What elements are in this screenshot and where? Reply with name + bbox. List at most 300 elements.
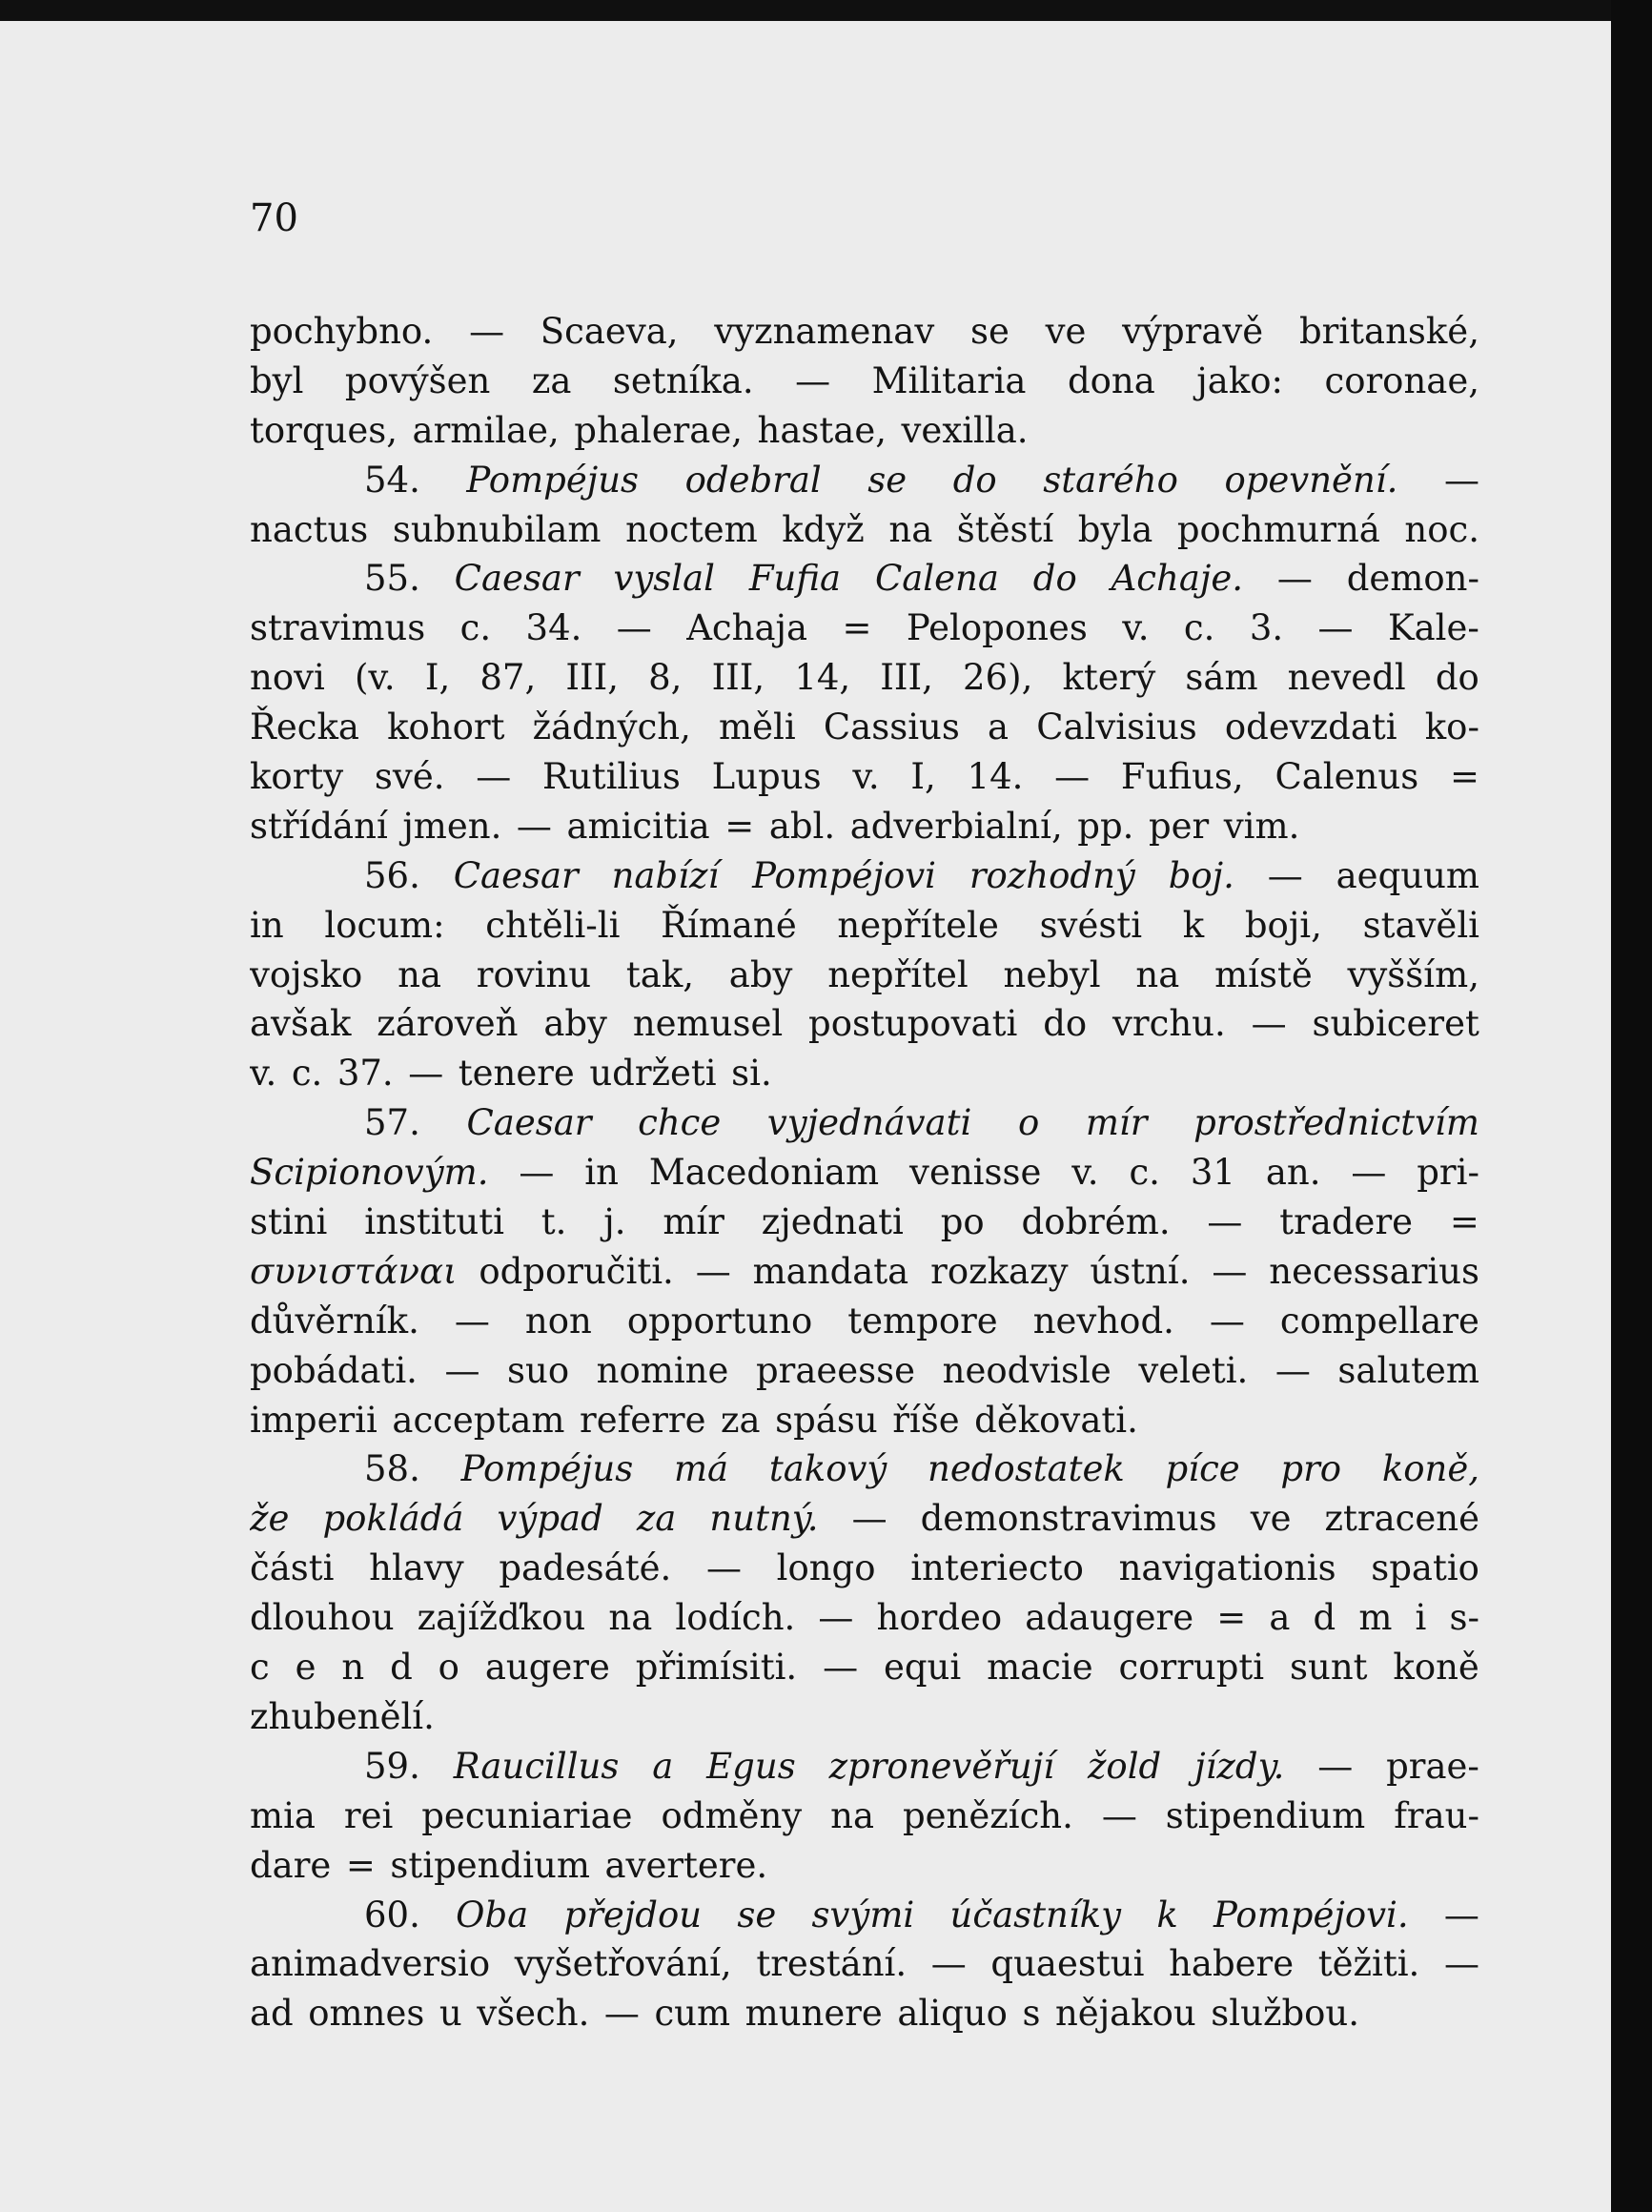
word: nemusel xyxy=(632,1003,784,1045)
word: t. xyxy=(540,1201,567,1243)
word: píce xyxy=(1165,1448,1240,1490)
word: avšak xyxy=(250,1003,352,1045)
word: nedostatek xyxy=(928,1448,1125,1490)
word: c. xyxy=(291,1053,323,1095)
word: když xyxy=(782,508,865,550)
word: — xyxy=(1443,1894,1479,1936)
word: Calenus xyxy=(1275,756,1419,798)
word: nevhod. xyxy=(1032,1300,1174,1342)
word: munere xyxy=(744,1993,883,2035)
word: své. xyxy=(374,756,445,798)
word: děkovati. xyxy=(974,1399,1138,1441)
word: spatio xyxy=(1371,1547,1479,1589)
word: ad xyxy=(250,1993,294,2035)
word: zajížďkou xyxy=(417,1597,586,1639)
word: in xyxy=(584,1152,619,1194)
word: — xyxy=(1351,1152,1387,1194)
text-line xyxy=(250,1297,1479,1346)
text-line xyxy=(250,703,1479,752)
word: veleti. xyxy=(1138,1349,1249,1391)
word: — xyxy=(1275,1349,1311,1391)
word: prae- xyxy=(1386,1745,1479,1787)
word: — xyxy=(516,805,552,847)
word: ve xyxy=(1045,311,1087,352)
word: 8, xyxy=(648,657,683,699)
text-line xyxy=(250,1198,1479,1247)
word: aliquo xyxy=(897,1993,1008,2035)
word: který xyxy=(1062,657,1156,699)
word: — xyxy=(519,1152,555,1194)
word: byl xyxy=(250,359,304,401)
word: aby xyxy=(728,953,793,995)
word: III, xyxy=(880,657,933,699)
word: vrchu. xyxy=(1112,1003,1226,1045)
word: 56. xyxy=(364,854,420,896)
word: mír xyxy=(663,1201,724,1243)
word: službou. xyxy=(1211,1993,1359,2035)
word: imperii xyxy=(250,1399,377,1441)
word: hordeo xyxy=(876,1597,1003,1639)
word: — xyxy=(1207,1201,1243,1243)
word: c. xyxy=(1129,1152,1160,1194)
text-line xyxy=(250,406,1479,456)
word: — xyxy=(454,1300,490,1342)
word: se xyxy=(969,311,1010,352)
word: vexilla. xyxy=(901,409,1029,451)
word: c. xyxy=(459,607,492,649)
word: Lupus xyxy=(711,756,822,798)
word: aby xyxy=(543,1003,607,1045)
word: I, xyxy=(424,657,451,699)
word: 34. xyxy=(525,607,582,649)
word: k xyxy=(1156,1894,1178,1936)
word: ve xyxy=(1250,1498,1292,1540)
word: = xyxy=(724,805,755,847)
word: — xyxy=(616,607,652,649)
word: zpronevěřují xyxy=(828,1745,1055,1787)
word: — xyxy=(1212,1250,1248,1292)
word: interiecto xyxy=(910,1547,1084,1589)
word: nepřítel xyxy=(827,953,969,995)
word: spásu xyxy=(775,1399,878,1441)
word: po xyxy=(940,1201,985,1243)
text-line xyxy=(250,752,1479,802)
word: na xyxy=(398,953,441,995)
word: compellare xyxy=(1279,1300,1479,1342)
word: prostřednictvím xyxy=(1193,1102,1479,1144)
word: tak, xyxy=(625,953,694,995)
word: — xyxy=(603,1993,640,2035)
text-line xyxy=(250,1444,1479,1494)
word: Fufia xyxy=(748,558,842,600)
text-line xyxy=(250,1891,1479,1940)
word: aequum xyxy=(1336,854,1479,896)
word: dlouhou xyxy=(250,1597,395,1639)
word: výpad xyxy=(497,1498,603,1540)
word: postupovati xyxy=(808,1003,1018,1045)
text-line xyxy=(250,307,1479,357)
word: Scaeva, xyxy=(540,311,679,352)
word: stravimus xyxy=(250,607,426,649)
word: d xyxy=(390,1647,413,1689)
word: — xyxy=(851,1498,887,1540)
word: — xyxy=(1317,1745,1354,1787)
word: per xyxy=(1148,805,1210,847)
word: omnes xyxy=(308,1993,425,2035)
word: účastníky xyxy=(949,1894,1122,1936)
word: místě xyxy=(1214,953,1313,995)
word: vyšším, xyxy=(1347,953,1479,995)
text-line xyxy=(250,1544,1479,1593)
word: nepřítele xyxy=(837,904,999,946)
word: lodích. xyxy=(675,1597,796,1639)
word: za xyxy=(636,1498,677,1540)
word: 59. xyxy=(364,1745,420,1787)
text-line xyxy=(250,802,1479,851)
word: k xyxy=(1182,904,1205,946)
word: do xyxy=(952,459,997,501)
word: — xyxy=(818,1597,854,1639)
word: — xyxy=(476,756,512,798)
page-number: 70 xyxy=(250,196,298,240)
word: 31 xyxy=(1190,1152,1235,1194)
word: a xyxy=(1269,1597,1291,1639)
word: na xyxy=(1135,953,1180,995)
word: — xyxy=(408,1053,444,1095)
word: ústní. xyxy=(1090,1250,1191,1292)
word: boj. xyxy=(1168,854,1234,896)
word: stipendium xyxy=(1165,1794,1366,1836)
word: povýšen xyxy=(344,359,491,401)
word: Pompéjovi xyxy=(752,854,936,896)
paper-sheet xyxy=(0,21,1611,2212)
word: n xyxy=(341,1647,365,1689)
word: si. xyxy=(731,1053,772,1095)
word: adverbialní, xyxy=(849,805,1063,847)
text-line xyxy=(250,1792,1479,1841)
word: habere xyxy=(1169,1943,1295,1985)
word: jmen. xyxy=(402,805,502,847)
word: Raucillus xyxy=(453,1745,620,1787)
word: adaugere xyxy=(1025,1597,1194,1639)
word: hlavy xyxy=(369,1547,464,1589)
word: rei xyxy=(343,1794,394,1836)
commentary-text xyxy=(250,307,1479,2038)
word: těžiti. xyxy=(1317,1943,1420,1985)
word: všech. xyxy=(477,1993,590,2035)
word: augere xyxy=(484,1647,610,1689)
page-edge-shadow xyxy=(1611,0,1652,2212)
word: 60. xyxy=(364,1894,420,1936)
word: — xyxy=(795,359,831,401)
word: že xyxy=(250,1498,290,1540)
word: — xyxy=(469,311,505,352)
word: vyslal xyxy=(613,558,716,600)
word: venisse xyxy=(909,1152,1042,1194)
word: Achaja xyxy=(686,607,808,649)
word: Rutilius xyxy=(542,756,681,798)
word: 3. xyxy=(1249,607,1284,649)
word: neodvisle xyxy=(942,1349,1112,1391)
text-line xyxy=(250,1742,1479,1792)
word: zhubenělí. xyxy=(250,1695,435,1737)
word: subiceret xyxy=(1312,1003,1479,1045)
word: za xyxy=(531,359,572,401)
word: korty xyxy=(250,756,344,798)
word: setníka. xyxy=(612,359,754,401)
word: penězích. xyxy=(902,1794,1073,1836)
word: 26), xyxy=(963,657,1033,699)
word: novi xyxy=(250,657,325,699)
word: locum: xyxy=(324,904,445,946)
text-line xyxy=(250,1049,1479,1098)
word: svými xyxy=(811,1894,915,1936)
word: 37. xyxy=(337,1053,394,1095)
word: dobrém. xyxy=(1021,1201,1171,1243)
word: Pompéjus xyxy=(466,459,640,501)
word: pri- xyxy=(1417,1152,1479,1194)
word: d xyxy=(1313,1597,1336,1639)
word: 87, xyxy=(479,657,537,699)
word: sám xyxy=(1185,657,1258,699)
word: chce xyxy=(638,1102,722,1144)
text-line xyxy=(250,1098,1479,1148)
word: 14, xyxy=(794,657,851,699)
word: části xyxy=(250,1547,335,1589)
word: — xyxy=(1317,607,1354,649)
word: o xyxy=(438,1647,459,1689)
word: jako: xyxy=(1196,359,1283,401)
word: boji, xyxy=(1244,904,1322,946)
word: v. xyxy=(1071,1152,1099,1194)
text-line xyxy=(250,653,1479,703)
word: vojsko xyxy=(250,953,363,995)
word: tempore xyxy=(847,1300,998,1342)
word: starého xyxy=(1043,459,1178,501)
word: stipendium xyxy=(390,1844,590,1886)
word: s xyxy=(1022,1993,1041,2035)
word: suo xyxy=(507,1349,570,1391)
word: na xyxy=(608,1597,653,1639)
word: Pompéjovi. xyxy=(1214,1894,1409,1936)
word: trestání. xyxy=(756,1943,908,1985)
word: v. xyxy=(1122,607,1150,649)
word: žádných, xyxy=(532,707,691,748)
text-line xyxy=(250,357,1479,406)
word: jízdy. xyxy=(1194,1745,1285,1787)
word: o xyxy=(1017,1102,1040,1144)
word: Macedoniam xyxy=(648,1152,880,1194)
word: Achaje. xyxy=(1111,558,1244,600)
word: nutný. xyxy=(709,1498,819,1540)
word: kohort xyxy=(387,707,505,748)
word: pochybno. xyxy=(250,311,434,352)
word: — xyxy=(1251,1003,1287,1045)
word: ko- xyxy=(1424,707,1479,748)
word: Pelopones xyxy=(906,607,1088,649)
word: udržeti xyxy=(589,1053,717,1095)
word: se xyxy=(867,459,908,501)
word: vyjednávati xyxy=(766,1102,972,1144)
word: = xyxy=(842,607,872,649)
word: na xyxy=(830,1794,875,1836)
word: nactus xyxy=(250,508,369,550)
word: macie xyxy=(987,1647,1093,1689)
word: takový xyxy=(768,1448,887,1490)
word: odevzdati xyxy=(1224,707,1397,748)
word: an. xyxy=(1265,1152,1321,1194)
word: corrupti xyxy=(1118,1647,1265,1689)
word: pp. xyxy=(1077,805,1134,847)
word: tradere xyxy=(1279,1201,1414,1243)
word: sunt xyxy=(1290,1647,1368,1689)
word: v. xyxy=(250,1053,277,1095)
word: rozkazy xyxy=(930,1250,1069,1292)
word: — xyxy=(1267,854,1303,896)
word: žold xyxy=(1087,1745,1162,1787)
word: — xyxy=(1209,1300,1245,1342)
text-line xyxy=(250,1396,1479,1445)
word: necessarius xyxy=(1269,1250,1479,1292)
word: do xyxy=(1435,657,1479,699)
word: stavěli xyxy=(1362,904,1479,946)
word: a xyxy=(987,707,1010,748)
word: svésti xyxy=(1039,904,1143,946)
word: praeesse xyxy=(755,1349,916,1391)
word: rozhodný xyxy=(969,854,1135,896)
word: Cassius xyxy=(823,707,960,748)
word: Calvisius xyxy=(1036,707,1197,748)
word: pochmurná xyxy=(1176,508,1380,550)
word: e xyxy=(295,1647,316,1689)
word: Oba xyxy=(456,1894,529,1936)
word: demonstravimus xyxy=(920,1498,1217,1540)
word: 54. xyxy=(364,459,420,501)
word: — xyxy=(1054,756,1091,798)
word: instituti xyxy=(364,1201,504,1243)
word: c xyxy=(250,1647,270,1689)
text-line xyxy=(250,1989,1479,2038)
text-line xyxy=(250,1939,1479,1989)
word: výpravě xyxy=(1122,311,1264,352)
word: 55. xyxy=(364,558,420,600)
word: za xyxy=(721,1399,761,1441)
word: c. xyxy=(1183,607,1215,649)
word: = xyxy=(1449,1201,1479,1243)
word: nevedl xyxy=(1287,657,1406,699)
word: tenere xyxy=(458,1053,575,1095)
word: j. xyxy=(603,1201,626,1243)
word: do xyxy=(1043,1003,1088,1045)
word: opevnění. xyxy=(1224,459,1398,501)
word: — xyxy=(1101,1794,1137,1836)
text-line xyxy=(250,951,1479,1000)
word: zjednati xyxy=(761,1201,904,1243)
text-line xyxy=(250,999,1479,1049)
word: quaestui xyxy=(990,1943,1145,1985)
word: cum xyxy=(654,1993,731,2035)
word: navigationis xyxy=(1118,1547,1336,1589)
word: Caesar xyxy=(453,854,579,896)
word: = xyxy=(345,1844,376,1886)
word: nějakou xyxy=(1054,1993,1196,2035)
word: štěstí xyxy=(956,508,1054,550)
word: noctem xyxy=(625,508,758,550)
word: nabízí xyxy=(611,854,720,896)
word: (v. xyxy=(354,657,396,699)
word: Řecka xyxy=(250,707,359,748)
word: — xyxy=(695,1250,731,1292)
word: — xyxy=(1443,1943,1479,1985)
word: avertere. xyxy=(604,1844,768,1886)
word: phalerae, xyxy=(574,409,743,451)
word: opportuno xyxy=(626,1300,813,1342)
word: s- xyxy=(1449,1597,1479,1639)
word: συνιστάναι xyxy=(250,1250,458,1292)
word: důvěrník. xyxy=(250,1300,419,1342)
word: salutem xyxy=(1337,1349,1479,1391)
word: přejdou xyxy=(563,1894,703,1936)
word: u xyxy=(438,1993,462,2035)
word: pobádati. xyxy=(250,1349,418,1391)
word: m xyxy=(1358,1597,1393,1639)
word: Kale- xyxy=(1387,607,1479,649)
word: — xyxy=(444,1349,480,1391)
text-line xyxy=(250,901,1479,951)
word: vyznamenav xyxy=(714,311,935,352)
word: rovinu xyxy=(476,953,592,995)
word: referre xyxy=(580,1399,706,1441)
word: odměny xyxy=(661,1794,803,1836)
word: = xyxy=(1216,1597,1247,1639)
word: britanské, xyxy=(1298,311,1479,352)
text-line xyxy=(250,1494,1479,1544)
word: noc. xyxy=(1404,508,1479,550)
word: torques, xyxy=(250,409,398,451)
word: acceptam xyxy=(392,1399,565,1441)
word: se xyxy=(737,1894,777,1936)
word: má xyxy=(673,1448,729,1490)
word: hastae, xyxy=(757,409,887,451)
word: pro xyxy=(1280,1448,1342,1490)
word: equi xyxy=(883,1647,962,1689)
word: Calena xyxy=(874,558,999,600)
word: říše xyxy=(892,1399,960,1441)
word: Římané xyxy=(661,904,797,946)
word: nebyl xyxy=(1003,953,1101,995)
text-line xyxy=(250,1346,1479,1396)
text-line xyxy=(250,1643,1479,1692)
word: pecuniariae xyxy=(421,1794,633,1836)
word: stini xyxy=(250,1201,328,1243)
word: coronae, xyxy=(1324,359,1479,401)
word: přimísiti. xyxy=(635,1647,798,1689)
word: koně xyxy=(1393,1647,1479,1689)
word: vim. xyxy=(1223,805,1300,847)
word: — xyxy=(930,1943,967,1985)
word: mír xyxy=(1085,1102,1148,1144)
word: animadversio xyxy=(250,1943,491,1985)
word: = xyxy=(1449,756,1479,798)
word: amicitia xyxy=(566,805,710,847)
word: — xyxy=(1443,459,1479,501)
word: a xyxy=(652,1745,674,1787)
word: Scipionovým. xyxy=(250,1152,489,1194)
word: longo xyxy=(776,1547,876,1589)
text-line xyxy=(250,1692,1479,1742)
word: Caesar xyxy=(466,1102,592,1144)
word: mia xyxy=(250,1794,316,1836)
